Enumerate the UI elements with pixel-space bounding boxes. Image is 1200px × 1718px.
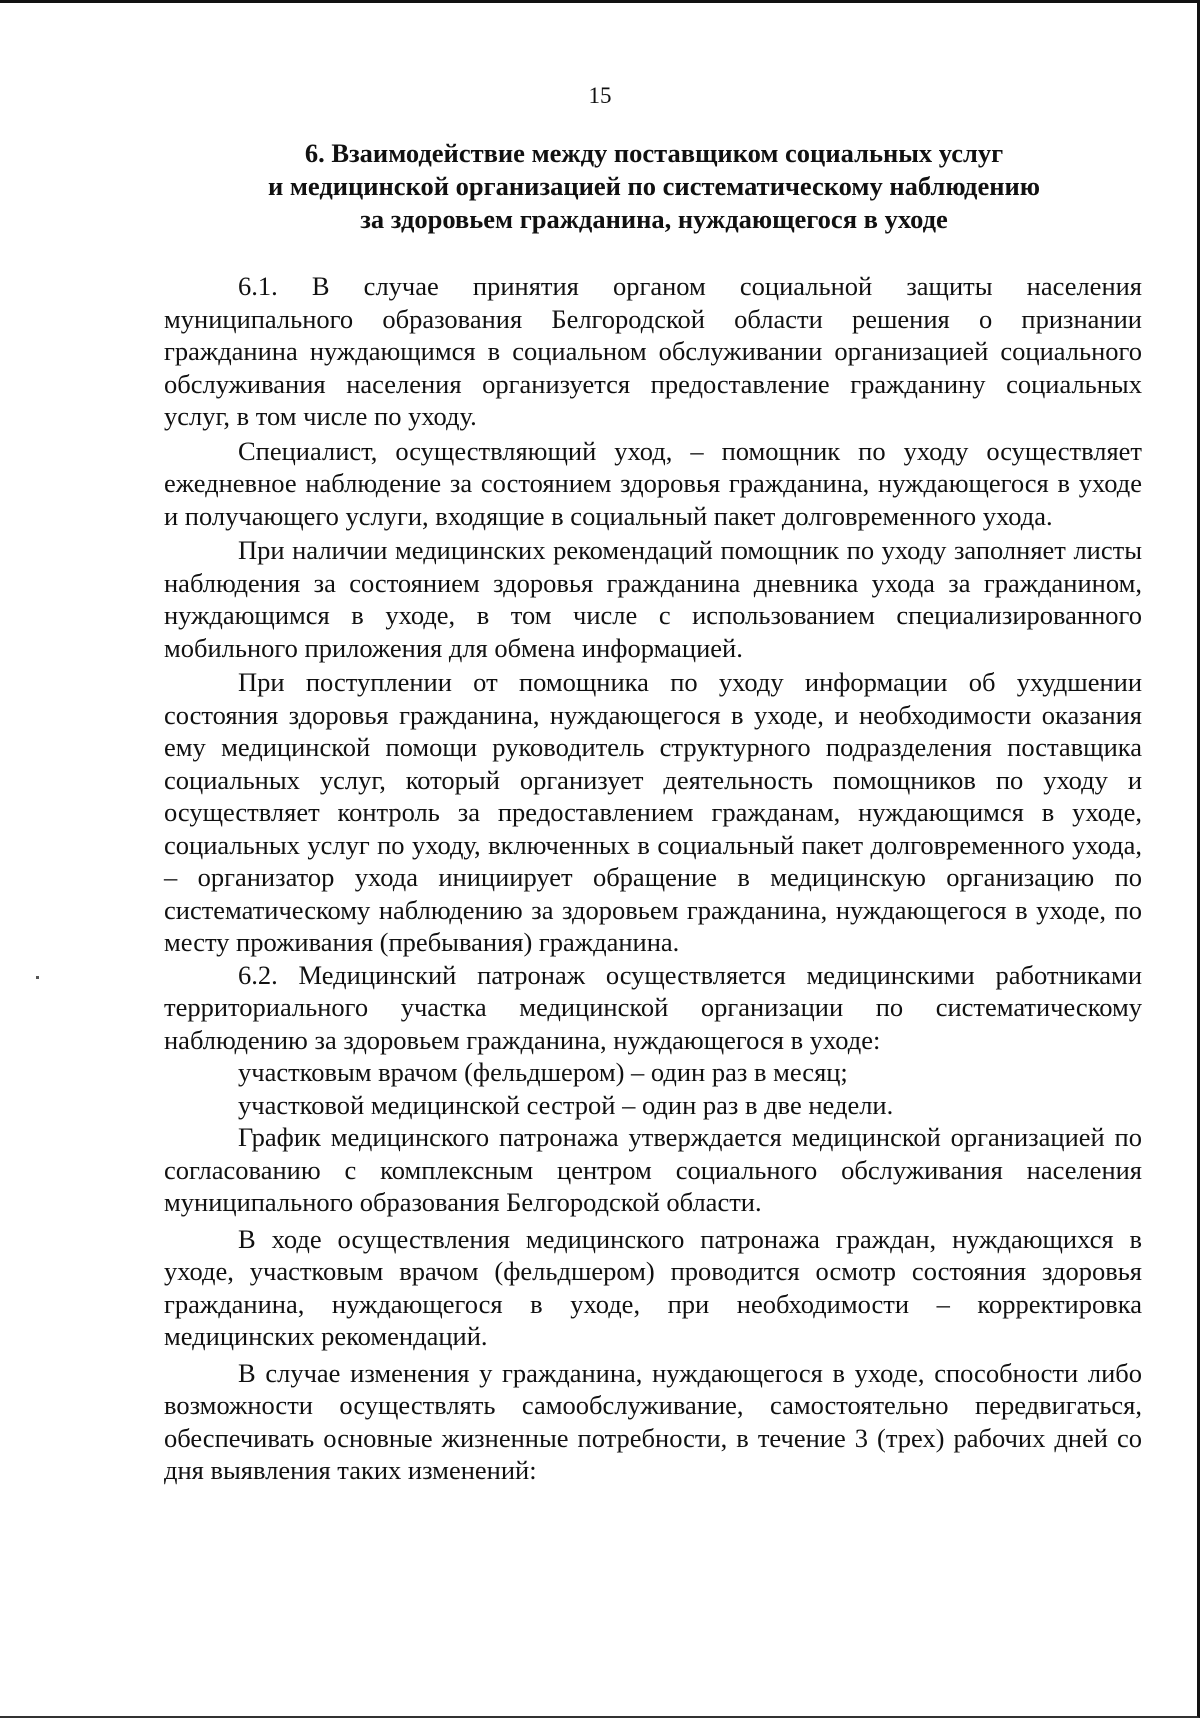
paragraph-changes: В случае изменения у гражданина, нуждающегося в уходе, способности либо возможности осуществлять самообслуживание, самостоятельно передвигаться, обеспечивать основные жизненные потребности, в течение 3 (трех) рабочих дней со дня выявления таких изменений:	[164, 1357, 1142, 1485]
paragraph-recommendations: При наличии медицинских рекомендаций помощник по уходу заполняет листы наблюдения за состоянием здоровья гражданина дневника ухода за гражданином, нуждающимся в уходе, в том числе с использованием специализированного мобильного приложения для обмена информацией.	[164, 535, 1142, 663]
paragraph-patronage: В ходе осуществления медицинского патронажа граждан, нуждающихся в уходе, участковым врачом (фельдшером) проводится осмотр состояния здоровья гражданина, нуждающегося в уходе, при необходимости – корректировка медицинских рекомендаций.	[164, 1223, 1142, 1351]
scan-dot	[36, 976, 39, 979]
page-number: 15	[588, 83, 612, 108]
list-item-doctor: участковым врачом (фельдшером) – один раз в месяц;	[238, 1057, 848, 1087]
paragraph-specialist: Специалист, осуществляющий уход, – помощник по уходу осуществляет ежедневное наблюдение за состоянием здоровья гражданина, нуждающегося в уходе и получающего услуги, входящие в социальный пакет долговременного ухода.	[164, 435, 1142, 531]
section-heading-line-3: за здоровьем гражданина, нуждающегося в уходе	[360, 204, 948, 234]
section-heading-line-1: 6. Взаимодействие между поставщиком социальных услуг	[304, 138, 1004, 168]
paragraph-6-1: 6.1. В случае принятия органом социальной защиты населения муниципального образования Белгородской области решения о признании гражданина нуждающимся в социальном обслуживании организацией социального обслуживания населения организуется предоставление гражданину социальных услуг, в том числе по уходу.	[164, 271, 1142, 431]
list-item-nurse: участковой медицинской сестрой – один раз в две недели.	[238, 1089, 894, 1120]
section-heading	[164, 137, 1144, 236]
body-text	[164, 270, 1142, 1487]
section-heading-line-2: и медицинской организацией по систематическому наблюдению	[267, 171, 1041, 201]
paragraph-schedule: График медицинского патронажа утверждается медицинской организацией по согласованию с комплексным центром социального обслуживания населения муниципального образования Белгородской области.	[164, 1122, 1142, 1217]
paragraph-6-2: 6.2. Медицинский патронаж осуществляется медицинскими работниками территориального участка медицинской организации по систематическому наблюдению за здоровьем гражданина, нуждающегося в уходе:	[164, 959, 1142, 1055]
paragraph-deterioration: При поступлении от помощника по уходу информации об ухудшении состояния здоровья гражданина, нуждающегося в уходе, и необходимости оказания ему медицинской помощи руководитель структурного подразделения поставщика социальных услуг, который организует деятельность помощников по уходу и осуществляет контроль за предоставлением гражданам, нуждающимся в уходе, социальных услуг по уходу, включенных в социальный пакет долговременного ухода, – организатор ухода инициирует обращение в медицинскую организацию по систематическому наблюдению за здоровьем гражданина, нуждающегося в уходе, по месту проживания (пребывания) гражданина.	[164, 667, 1142, 957]
